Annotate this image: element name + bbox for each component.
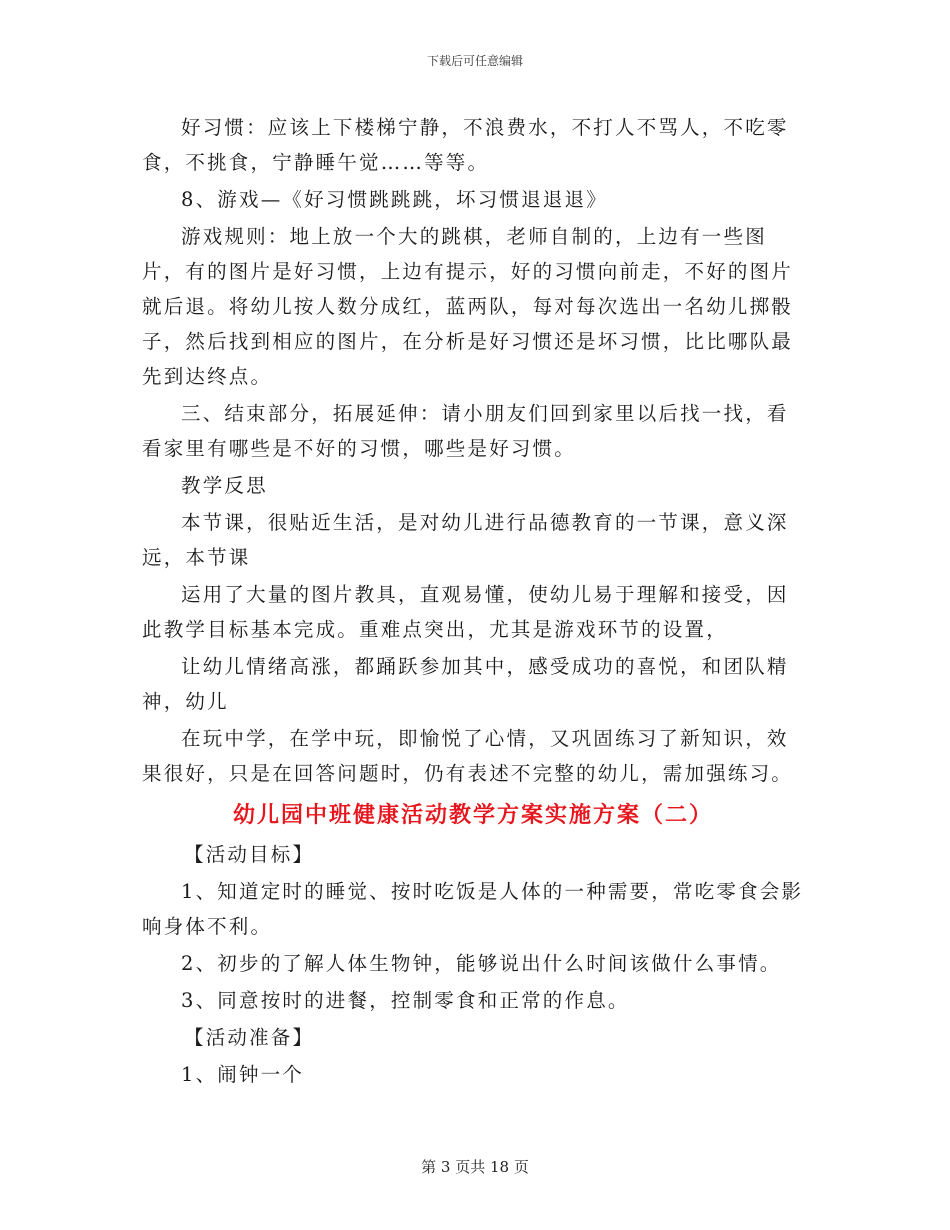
page-header: 下载后可任意编辑 [426, 54, 523, 68]
paragraph: 让幼儿情绪高涨，都踊跃参加其中，感受成功的喜悦，和团队精神，幼儿 [142, 655, 789, 713]
section-title: 幼儿园中班健康活动教学方案实施方案（二） [232, 802, 713, 828]
paragraph: 在玩中学，在学中玩，即愉悦了心情，又巩固练习了新知识，效果很好，只是在回答问题时，仍有表述不完整的幼儿，需加强练习。 [142, 727, 794, 785]
prep-item: 1、闹钟一个 [181, 1063, 305, 1086]
goal-item: 2、初步的了解人体生物钟，能够说出什么时间该做什么事情。 [181, 952, 782, 975]
prep-heading: 【活动准备】 [184, 1026, 315, 1049]
paragraph: 三、结束部分，拓展延伸：请小朋友们回到家里以后找一找，看看家里有哪些是不好的习惯，哪些是好习惯。 [142, 402, 789, 460]
paragraph: 教学反思 [181, 474, 268, 497]
goal-item: 1、知道定时的睡觉、按时吃饭是人体的一种需要，常吃零食会影响身体不利。 [142, 880, 804, 938]
paragraph: 8、游戏—《好习惯跳跳跳，坏习惯退退退》 [181, 188, 608, 211]
paragraph: 本节课，很贴近生活，是对幼儿进行品德教育的一节课，意义深远，本节课 [142, 511, 789, 569]
page-footer: 第 3 页共 18 页 [421, 1158, 529, 1176]
paragraph: 好习惯：应该上下楼梯宁静，不浪费水，不打人不骂人，不吃零食，不挑食，宁静睡午觉……等等。 [142, 116, 789, 174]
document-body [142, 110, 804, 1094]
paragraph: 游戏规则：地上放一个大的跳棋，老师自制的，上边有一些图片，有的图片是好习惯，上边有提示，好的习惯向前走，不好的图片就后退。将幼儿按人数分成红，蓝两队，每对每次选出一名幼儿掷骰子，然后找到相应的图片，在分析是好习惯还是坏习惯，比比哪队最先到达终点。 [142, 225, 794, 388]
paragraph: 运用了大量的图片教具，直观易懂，使幼儿易于理解和接受，因此教学目标基本完成。重难点突出，尤其是游戏环节的设置， [142, 583, 789, 641]
goal-item: 3、同意按时的进餐，控制零食和正常的作息。 [181, 989, 630, 1012]
goals-heading: 【活动目标】 [184, 843, 315, 866]
